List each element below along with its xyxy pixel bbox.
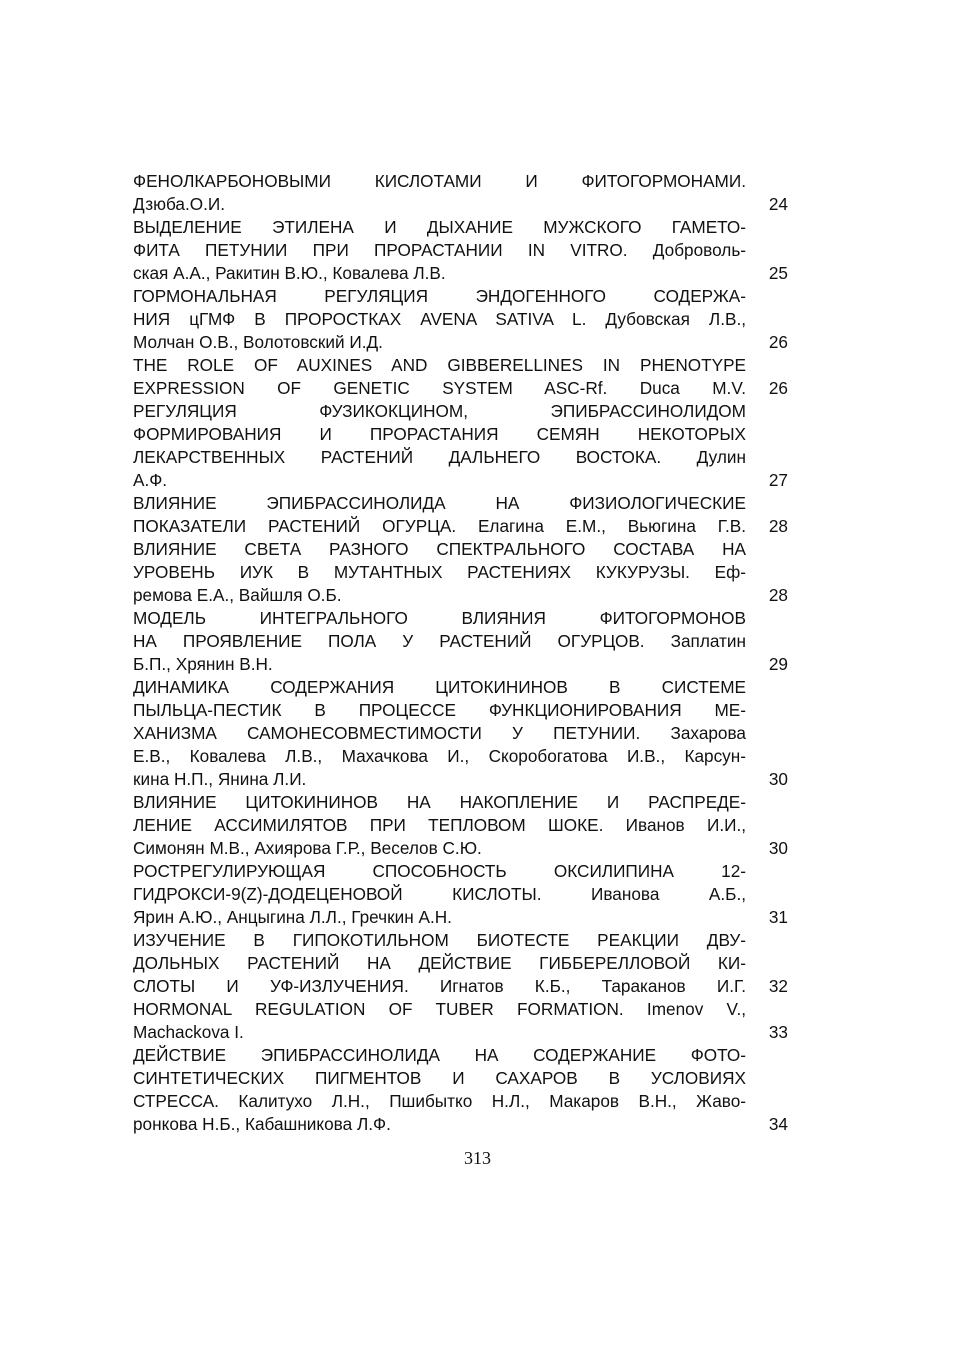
toc-line-text: НА ПРОЯВЛЕНИЕ ПОЛА У РАСТЕНИЙ ОГУРЦОВ. Заплатин: [133, 631, 746, 651]
toc-line-text: Дзюба.О.И.: [133, 194, 226, 214]
toc-line: [133, 239, 788, 262]
toc-line: [133, 285, 788, 308]
toc-page-number: 34: [768, 1114, 788, 1134]
toc-line-text: ВЛИЯНИЕ СВЕТА РАЗНОГО СПЕКТРАЛЬНОГО СОСТАВА НА: [133, 539, 746, 559]
toc-line: [133, 469, 788, 492]
toc-line-text: РЕГУЛЯЦИЯ ФУЗИКОКЦИНОМ, ЭПИБРАССИНОЛИДОМ: [133, 401, 746, 421]
toc-page-number: 32: [768, 976, 788, 996]
toc-line: [133, 998, 788, 1021]
toc-line: [133, 561, 788, 584]
toc-line-text: Ярин А.Ю., Анцыгина Л.Л., Гречкин А.Н.: [133, 907, 452, 927]
toc-line-text: ФИТА ПЕТУНИИ ПРИ ПРОРАСТАНИИ IN VITRO. Доброволь-: [133, 240, 746, 260]
toc-line-text: УРОВЕНЬ ИУК В МУТАНТНЫХ РАСТЕНИЯХ КУКУРУЗЫ. Еф-: [133, 562, 746, 582]
toc-line: [133, 722, 788, 745]
toc-line-text: ДОЛЬНЫХ РАСТЕНИЙ НА ДЕЙСТВИЕ ГИББЕРЕЛЛОВОЙ КИ-: [133, 953, 746, 973]
toc-line-text: ФЕНОЛКАРБОНОВЫМИ КИСЛОТАМИ И ФИТОГОРМОНАМИ.: [133, 171, 746, 191]
toc-line-text: НИЯ цГМФ В ПРОРОСТКАХ AVENA SATIVA L. Дубовская Л.В.,: [133, 309, 746, 329]
toc-page-number: 26: [768, 332, 788, 352]
toc-line-text: ГИДРОКСИ-9(Z)-ДОДЕЦЕНОВОЙ КИСЛОТЫ. Иванова А.Б.,: [133, 884, 746, 904]
toc-line-text: ремова Е.А., Вайшля О.Б.: [133, 585, 342, 605]
toc-line-text: Симонян М.В., Ахиярова Г.Р., Веселов С.Ю.: [133, 838, 482, 858]
toc-line-text: EXPRESSION OF GENETIC SYSTEM ASC-Rf. Duca M.V.: [133, 378, 746, 398]
toc-line: [133, 975, 788, 998]
toc-line: [133, 538, 788, 561]
toc-line: [133, 630, 788, 653]
toc-line: [133, 929, 788, 952]
toc-line-text: Б.П., Хрянин В.Н.: [133, 654, 273, 674]
toc-line: [133, 515, 788, 538]
page-number: 313: [464, 1148, 491, 1168]
toc-line: [133, 423, 788, 446]
toc-line: [133, 768, 788, 791]
toc-line-text: ПОКАЗАТЕЛИ РАСТЕНИЙ ОГУРЦА. Елагина Е.М., Вьюгина Г.В.: [133, 516, 746, 536]
toc-line: [133, 262, 788, 285]
toc-line: [133, 952, 788, 975]
toc-page-number: 28: [768, 516, 788, 536]
toc-line-text: ская А.А., Ракитин В.Ю., Ковалева Л.В.: [133, 263, 446, 283]
toc-page-number: 28: [768, 585, 788, 605]
toc-line-text: ВЛИЯНИЕ ЭПИБРАССИНОЛИДА НА ФИЗИОЛОГИЧЕСКИЕ: [133, 493, 746, 513]
toc-line: [133, 653, 788, 676]
toc-line: [133, 1067, 788, 1090]
toc-line-text: ДИНАМИКА СОДЕРЖАНИЯ ЦИТОКИНИНОВ В СИСТЕМЕ: [133, 677, 746, 697]
toc-line: [133, 1113, 788, 1136]
toc-line-text: СИНТЕТИЧЕСКИХ ПИГМЕНТОВ И САХАРОВ В УСЛОВИЯХ: [133, 1068, 746, 1088]
toc-line: [133, 308, 788, 331]
toc-line: [133, 446, 788, 469]
toc-line-text: THE ROLE OF AUXINES AND GIBBERELLINES IN PHENOTYPE: [133, 355, 746, 375]
toc-line-text: Молчан О.В., Волотовский И.Д.: [133, 332, 383, 352]
toc-line-text: ДЕЙСТВИЕ ЭПИБРАССИНОЛИДА НА СОДЕРЖАНИЕ ФОТО-: [133, 1045, 746, 1065]
toc-line-text: СТРЕССА. Калитухо Л.Н., Пшибытко Н.Л., Макаров В.Н., Жаво-: [133, 1091, 746, 1111]
toc-line: [133, 791, 788, 814]
toc-line: [133, 837, 788, 860]
toc-line: [133, 400, 788, 423]
toc-page-number: 30: [768, 769, 788, 789]
toc-page-number: 31: [768, 907, 788, 927]
toc-page-number: 30: [768, 838, 788, 858]
toc-line: [133, 906, 788, 929]
toc-line-text: ВЛИЯНИЕ ЦИТОКИНИНОВ НА НАКОПЛЕНИЕ И РАСПРЕДЕ-: [133, 792, 746, 812]
toc-line: [133, 193, 788, 216]
toc-line: [133, 1044, 788, 1067]
toc-line-text: ПЫЛЬЦА-ПЕСТИК В ПРОЦЕССЕ ФУНКЦИОНИРОВАНИЯ МЕ-: [133, 700, 746, 720]
toc-line: [133, 676, 788, 699]
toc-line: [133, 377, 788, 400]
toc-line-text: HORMONAL REGULATION OF TUBER FORMATION. Imenov V.,: [133, 999, 746, 1019]
toc-page-number: 26: [768, 378, 788, 398]
toc-line-text: СЛОТЫ И УФ-ИЗЛУЧЕНИЯ. Игнатов К.Б., Тараканов И.Г.: [133, 976, 746, 996]
toc-line: [133, 354, 788, 377]
toc-page-number: 24: [768, 194, 788, 214]
toc-line-text: Machackova I.: [133, 1022, 244, 1042]
toc-line: [133, 492, 788, 515]
toc-line: [133, 814, 788, 837]
toc-line-text: Е.В., Ковалева Л.В., Махачкова И., Скоробогатова И.В., Карсун-: [133, 746, 746, 766]
toc-line-text: ХАНИЗМА САМОНЕСОВМЕСТИМОСТИ У ПЕТУНИИ. Захарова: [133, 723, 746, 743]
toc-line: [133, 699, 788, 722]
toc-line-text: РОСТРЕГУЛИРУЮЩАЯ СПОСОБНОСТЬ ОКСИЛИПИНА 12-: [133, 861, 746, 881]
toc-line: [133, 745, 788, 768]
table-of-contents: [133, 170, 788, 1136]
toc-line-text: ронкова Н.Б., Кабашникова Л.Ф.: [133, 1114, 391, 1134]
toc-line: [133, 1021, 788, 1044]
toc-line-text: А.Ф.: [133, 470, 168, 490]
toc-line-text: ВЫДЕЛЕНИЕ ЭТИЛЕНА И ДЫХАНИЕ МУЖСКОГО ГАМЕТО-: [133, 217, 746, 237]
toc-line: [133, 170, 788, 193]
toc-line: [133, 584, 788, 607]
toc-line-text: ГОРМОНАЛЬНАЯ РЕГУЛЯЦИЯ ЭНДОГЕННОГО СОДЕРЖА-: [133, 286, 746, 306]
toc-line-text: ИЗУЧЕНИЕ В ГИПОКОТИЛЬНОМ БИОТЕСТЕ РЕАКЦИИ ДВУ-: [133, 930, 746, 950]
toc-line-text: ФОРМИРОВАНИЯ И ПРОРАСТАНИЯ СЕМЯН НЕКОТОРЫХ: [133, 424, 746, 444]
toc-line-text: кина Н.П., Янина Л.И.: [133, 769, 307, 789]
toc-line-text: ЛЕКАРСТВЕННЫХ РАСТЕНИЙ ДАЛЬНЕГО ВОСТОКА. Дулин: [133, 447, 746, 467]
toc-line-text: ЛЕНИЕ АССИМИЛЯТОВ ПРИ ТЕПЛОВОМ ШОКЕ. Иванов И.И.,: [133, 815, 746, 835]
toc-page-number: 29: [768, 654, 788, 674]
toc-line-text: МОДЕЛЬ ИНТЕГРАЛЬНОГО ВЛИЯНИЯ ФИТОГОРМОНОВ: [133, 608, 746, 628]
toc-page-number: 25: [768, 263, 788, 283]
toc-page-number: 27: [768, 470, 788, 490]
toc-line: [133, 216, 788, 239]
toc-line: [133, 1090, 788, 1113]
toc-line: [133, 607, 788, 630]
toc-page-number: 33: [768, 1022, 788, 1042]
toc-line: [133, 331, 788, 354]
toc-line: [133, 883, 788, 906]
toc-line: [133, 860, 788, 883]
